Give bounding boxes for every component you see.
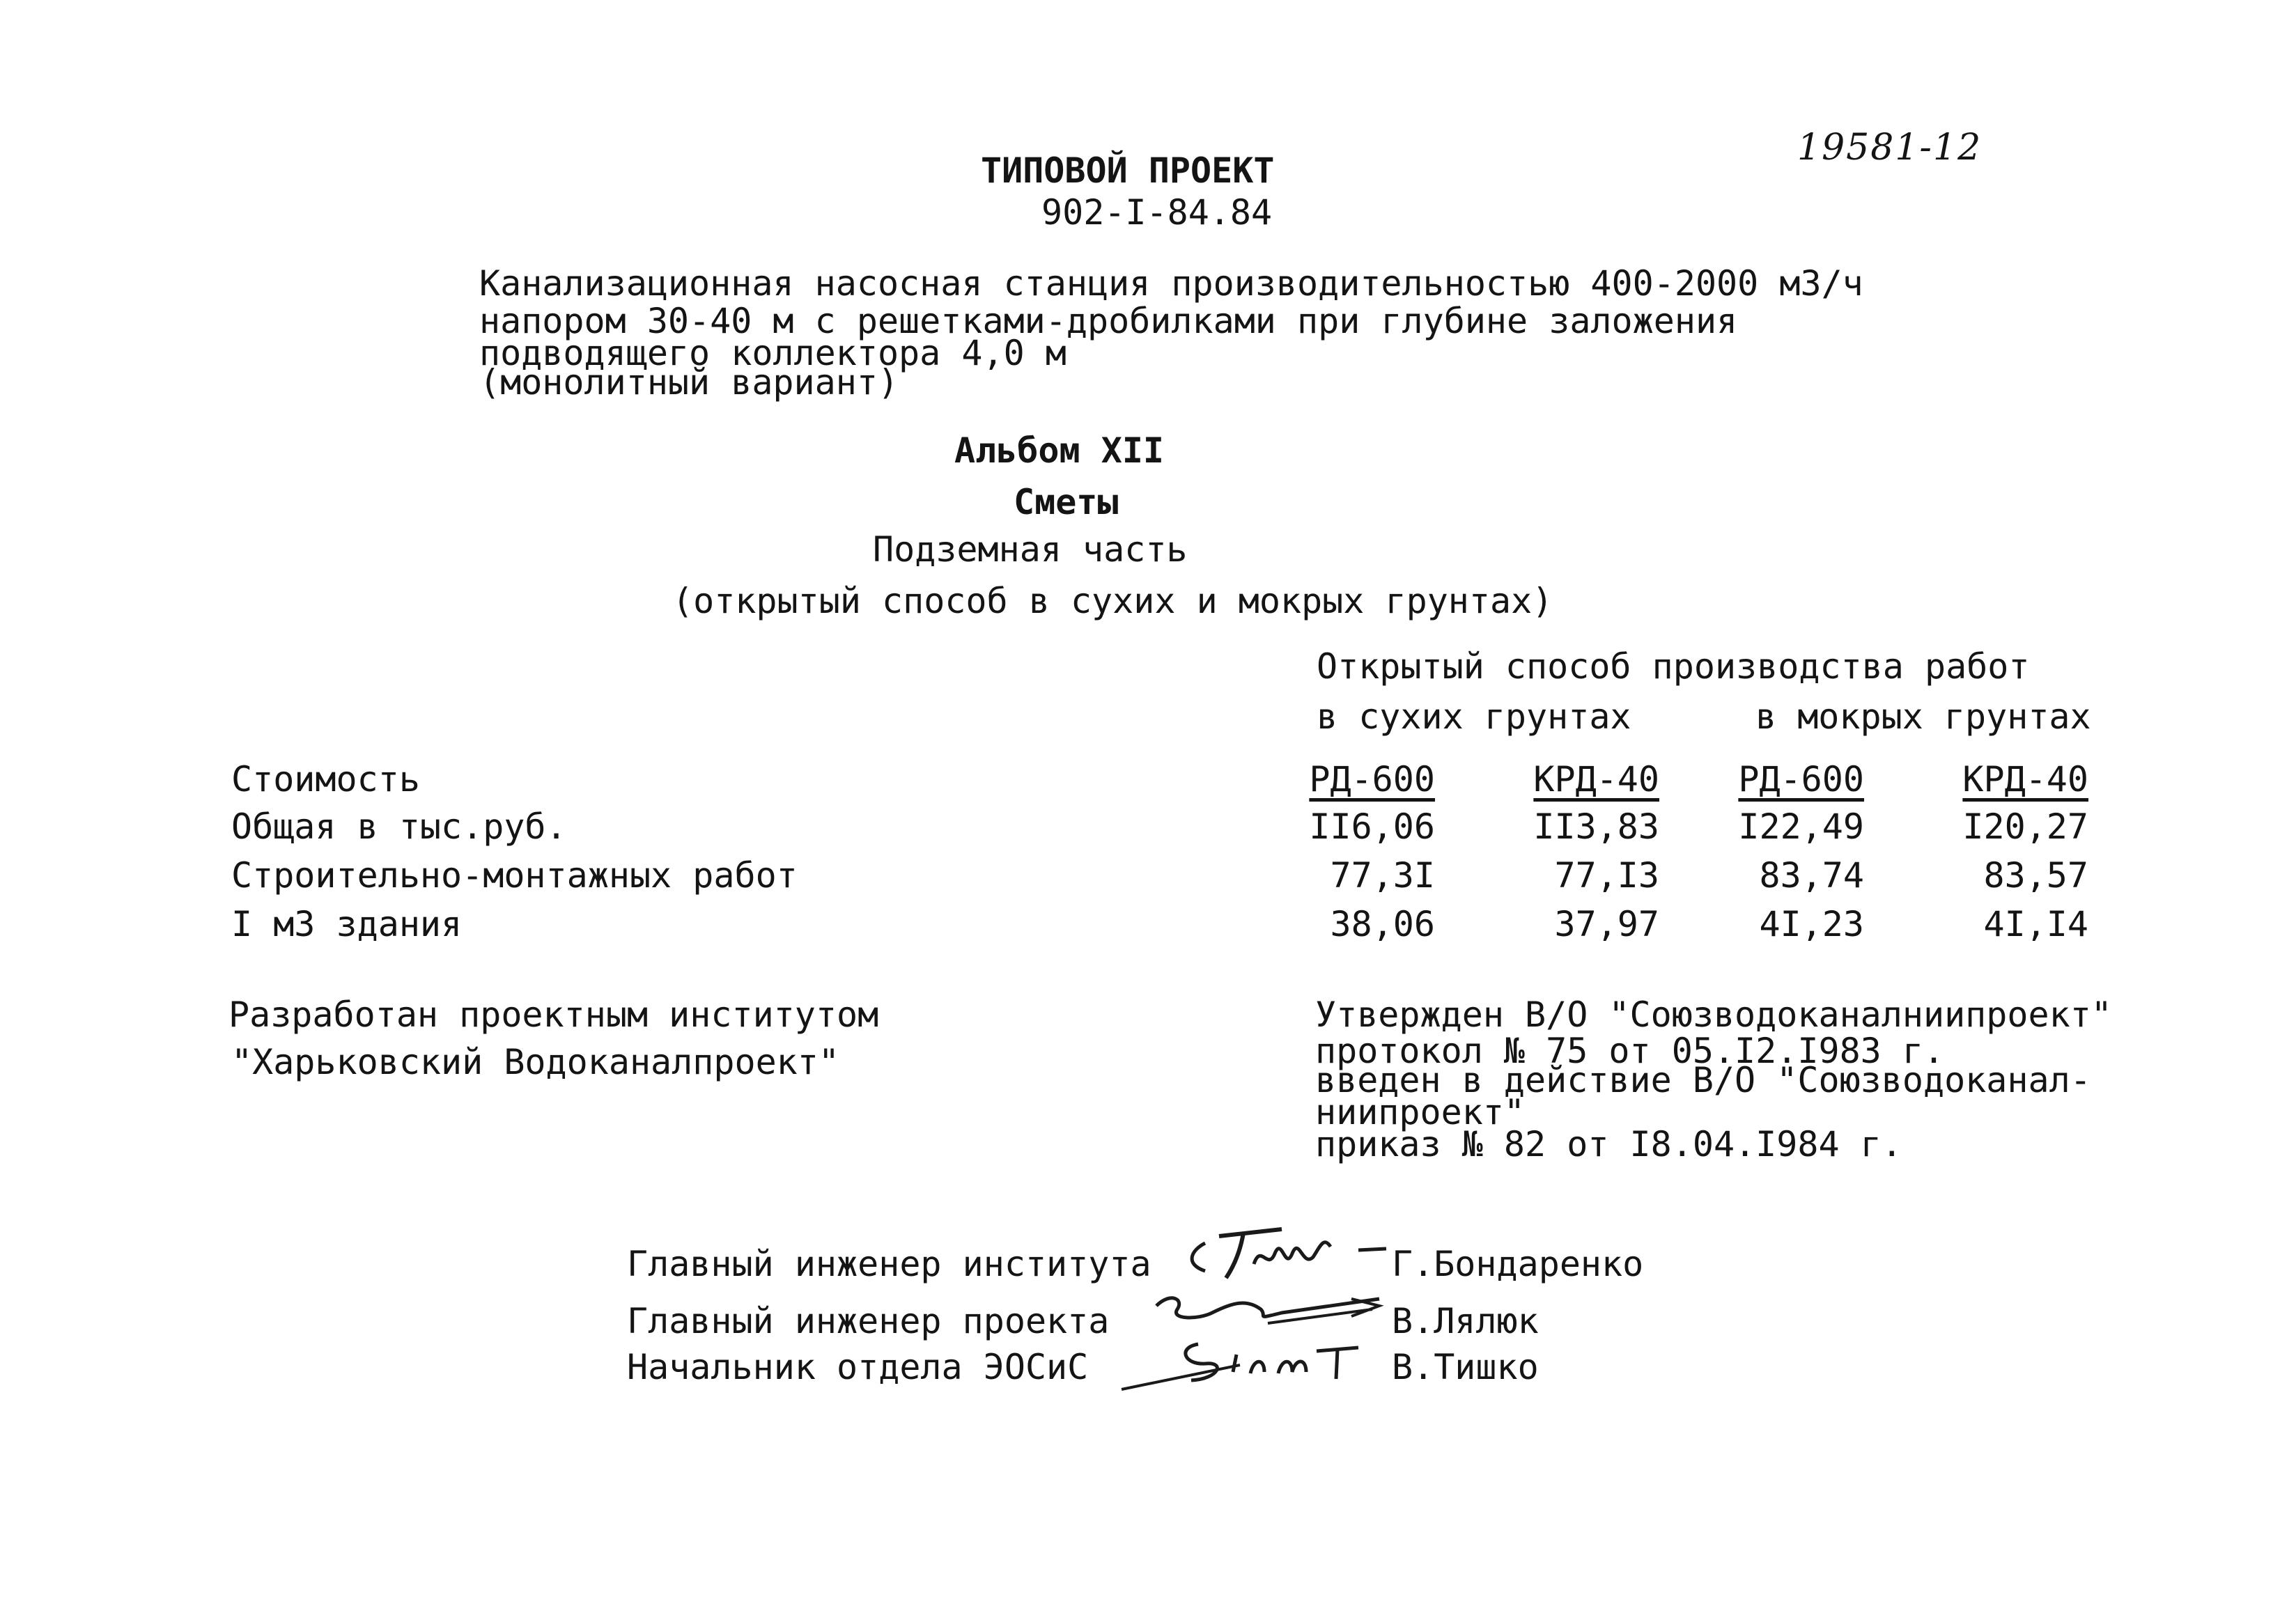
approval-line-2: протокол № 75 от 05.I2.I983 г. [1315,1031,1945,1071]
cell-per-m3-2: 37,97 [1554,904,1659,944]
approval-line-1: Утвержден В/О "Союзводоканалниипроект" [1315,995,2112,1035]
cell-total-4: I20,27 [1962,806,2088,847]
column-header-2: КРД-40 [1533,759,1659,800]
signature-role-2: Главный инженер проекта [627,1301,1110,1341]
table-row-header: Стоимость [231,759,420,800]
approval-line-4: ниипроект" [1315,1092,1526,1132]
signature-name-3: В.Тишко [1392,1347,1539,1387]
project-number: 902-I-84.84 [1041,192,1273,233]
project-type-title: ТИПОВОЙ ПРОЕКТ [981,150,1275,191]
row-label-construction: Строительно-монтажных работ [231,855,798,896]
signature-role-1: Главный инженер института [627,1244,1151,1284]
row-label-total: Общая в тыс.руб. [231,806,567,847]
cell-construction-4: 83,57 [1983,855,2088,896]
album-method: (открытый способ в сухих и мокрых грунтах) [672,581,1553,621]
developer-line-1: Разработан проектным институтом [228,995,879,1035]
cell-per-m3-3: 4I,23 [1759,904,1864,944]
developer-line-2: "Харьковский Водоканалпроект" [231,1042,839,1082]
description-line-2: напором 30-40 м с решетками-дробилками при глубине заложения [479,301,1738,341]
table-wet-header: в мокрых грунтах [1755,696,2091,737]
column-header-3: РД-600 [1738,759,1864,800]
description-line-4: (монолитный вариант) [479,362,899,403]
approval-line-3: введен в действие В/О "Союзводоканал- [1315,1060,2091,1100]
signature-name-1: Г.Бондаренко [1392,1244,1644,1284]
album-part: Подземная часть [873,529,1188,570]
cell-construction-3: 83,74 [1759,855,1864,896]
column-header-1: РД-600 [1309,759,1435,800]
document-code: 19581-12 [1797,127,1983,169]
cell-total-2: II3,83 [1533,806,1659,847]
description-line-3: подводящего коллектора 4,0 м [479,333,1066,373]
cell-per-m3-1: 38,06 [1330,904,1435,944]
table-dry-header: в сухих грунтах [1317,696,1631,737]
approval-line-5: приказ № 82 от I8.04.I984 г. [1315,1124,1902,1164]
cell-per-m3-4: 4I,I4 [1983,904,2088,944]
cell-construction-2: 77,I3 [1554,855,1659,896]
table-group-header: Открытый способ производства работ [1317,646,2030,687]
signature-name-2: В.Лялюк [1392,1301,1539,1341]
signature-3-scribble [1115,1323,1393,1400]
description-line-1: Канализационная насосная станция производительностью 400-2000 м3/ч [479,263,1863,304]
cell-total-1: II6,06 [1309,806,1435,847]
album-subtitle: Сметы [1014,482,1119,522]
cell-construction-1: 77,3I [1330,855,1435,896]
row-label-per-m3: I м3 здания [231,904,463,944]
album-title: Альбом XII [954,430,1165,471]
cell-total-3: I22,49 [1738,806,1864,847]
signature-role-3: Начальник отдела ЭОСиС [627,1347,1089,1387]
column-header-4: КРД-40 [1962,759,2088,800]
